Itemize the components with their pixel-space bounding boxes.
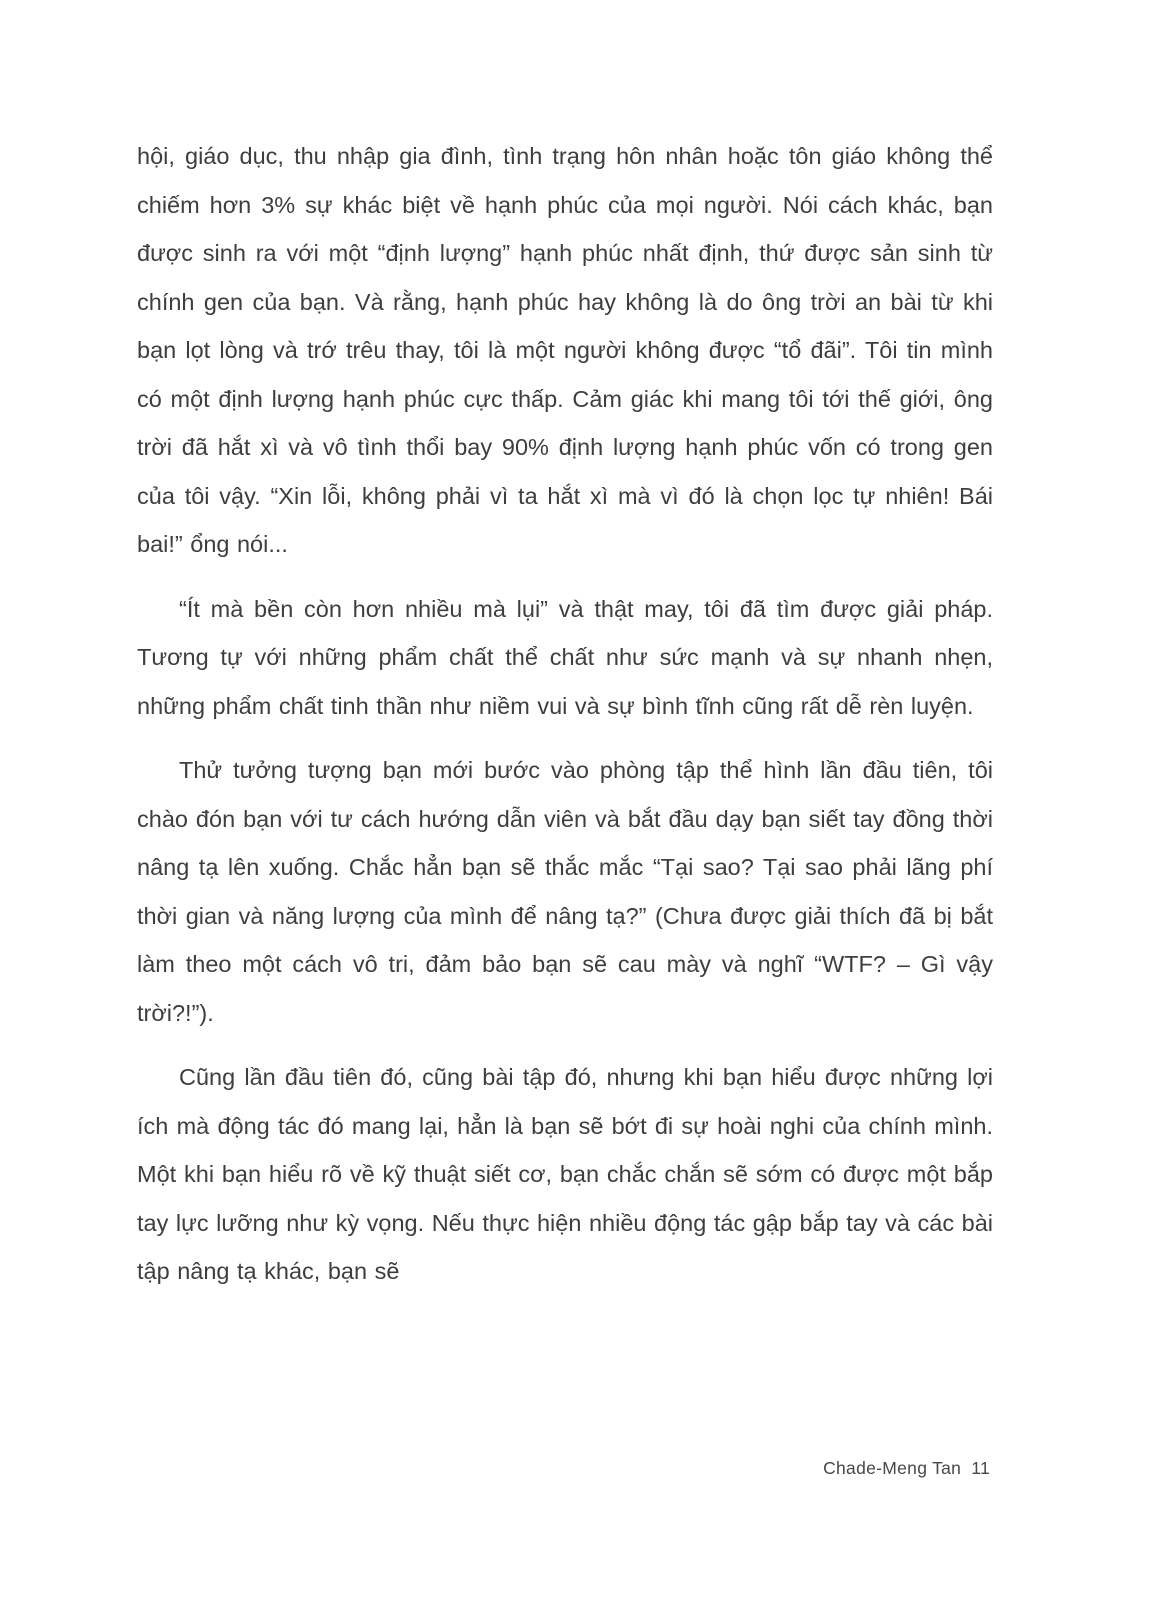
author-name: Chade-Meng Tan [823,1458,962,1478]
paragraph: “Ít mà bền còn hơn nhiều mà lụi” và thật may, tôi đã tìm được giải pháp. Tương tự với những phẩm chất thể chất như sức mạnh và sự nhanh nhẹn, những phẩm chất tinh thần như niềm vui và sự bình tĩnh cũng rất dễ rèn luyện. [137,595,993,719]
paragraph: hội, giáo dục, thu nhập gia đình, tình trạng hôn nhân hoặc tôn giáo không thể chiếm hơn 3% sự khác biệt về hạnh phúc của mọi người. Nói cách khác, bạn được sinh ra với một “định lượng” hạnh phúc nhất định, thứ được sản sinh từ chính gen của bạn. Và rằng, hạnh phúc hay không là do ông trời an bài từ khi bạn lọt lòng và trớ trêu thay, tôi là một người không được “tổ đãi”. Tôi tin mình có một định lượng hạnh phúc cực thấp. Cảm giác khi mang tôi tới thế giới, ông trời đã hắt xì và vô tình thổi bay 90% định lượng hạnh phúc vốn có trong gen của tôi vậy. “Xin lỗi, không phải vì ta hắt xì mà vì đó là chọn lọc tự nhiên! Bái bai!” ổng nói... [137,143,993,557]
paragraph: Cũng lần đầu tiên đó, cũng bài tập đó, nhưng khi bạn hiểu được những lợi ích mà động tác đó mang lại, hẳn là bạn sẽ bớt đi sự hoài nghi của chính mình. Một khi bạn hiểu rõ về kỹ thuật siết cơ, bạn chắc chắn sẽ sớm có được một bắp tay lực lưỡng như kỳ vọng. Nếu thực hiện nhiều động tác gập bắp tay và các bài tập nâng tạ khác, bạn sẽ [137,1064,993,1284]
paragraph: Thử tưởng tượng bạn mới bước vào phòng tập thể hình lần đầu tiên, tôi chào đón bạn với tư cách hướng dẫn viên và bắt đầu dạy bạn siết tay đồng thời nâng tạ lên xuống. Chắc hẳn bạn sẽ thắc mắc “Tại sao? Tại sao phải lãng phí thời gian và năng lượng của mình để nâng tạ?” (Chưa được giải thích đã bị bắt làm theo một cách vô tri, đảm bảo bạn sẽ cau mày và nghĩ “WTF? – Gì vậy trời?!”). [137,757,993,1026]
page-body-text [137,132,993,1312]
page-footer [823,1458,990,1479]
page-number: 11 [971,1458,990,1478]
